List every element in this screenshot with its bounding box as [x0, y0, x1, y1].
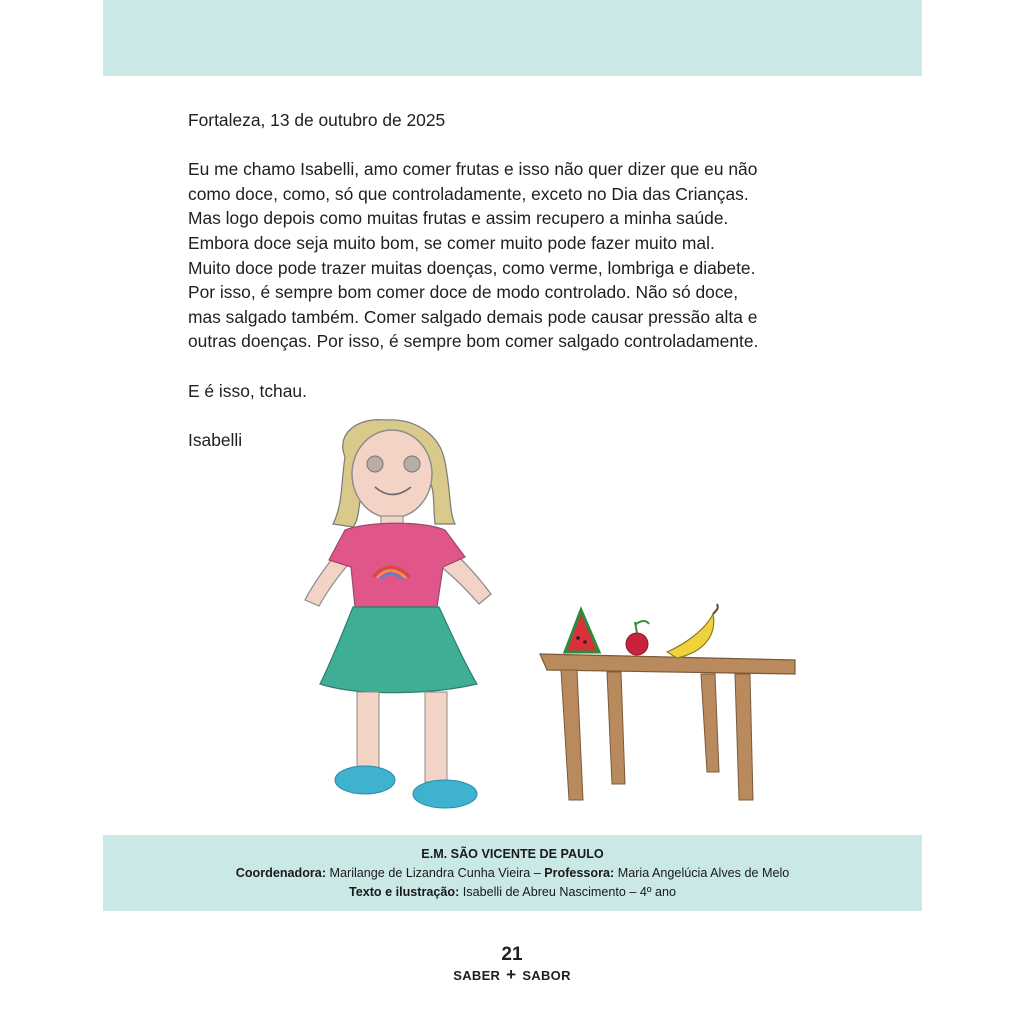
author-line — [103, 883, 922, 902]
bananas — [667, 614, 714, 658]
letter-line: Eu me chamo Isabelli, amo comer frutas e isso não quer dizer que eu não — [188, 159, 758, 180]
apple — [626, 633, 648, 655]
page-footer — [0, 944, 1024, 985]
text-illustration-label: Texto e ilustração: — [348, 885, 460, 899]
table-leg — [607, 672, 625, 784]
coordinator-label: Coordenadora: — [235, 866, 327, 880]
table-leg — [701, 674, 719, 772]
letter-closing: E é isso, tchau. — [188, 380, 307, 401]
brand-right: SABOR — [522, 968, 571, 983]
letter-line: Mas logo depois como muitas frutas e assim recupero a minha saúde. — [188, 208, 729, 229]
staff-line — [103, 864, 922, 883]
letter-line: Embora doce seja muito bom, se comer muito pode fazer muito mal. — [188, 232, 715, 253]
table-leg — [735, 674, 753, 800]
left-leg — [357, 692, 379, 772]
separator: – — [533, 866, 541, 880]
coordinator-name: Marilange de Lizandra Cunha Vieira — [329, 866, 531, 880]
brand-left: SABER — [453, 968, 501, 983]
letter-line: Por isso, é sempre bom comer doce de modo controlado. Não só doce, — [188, 282, 739, 303]
publication-brand — [0, 966, 1024, 985]
face — [352, 430, 432, 518]
watermelon-slice — [565, 610, 599, 652]
school-name: E.M. SÃO VICENTE DE PAULO — [421, 847, 604, 861]
page-number: 21 — [501, 944, 523, 965]
credits-band — [103, 835, 922, 911]
letter-line: Muito doce pode trazer muitas doenças, como verme, lombriga e diabete. — [188, 257, 756, 278]
child-drawing-illustration — [265, 412, 825, 832]
letter-line: mas salgado também. Comer salgado demais pode causar pressão alta e — [188, 306, 758, 327]
header-band — [103, 0, 922, 76]
teacher-label: Professora: — [544, 866, 615, 880]
letter — [188, 108, 848, 452]
girl-figure — [305, 420, 491, 808]
letter-line: como doce, como, só que controladamente, exceto no Dia das Crianças. — [188, 183, 749, 204]
letter-body — [188, 157, 848, 354]
author-name: Isabelli de Abreu Nascimento – 4º ano — [462, 885, 677, 899]
right-leg — [425, 692, 447, 782]
left-shoe — [335, 766, 395, 794]
letter-signature: Isabelli — [188, 429, 243, 450]
skirt — [320, 607, 477, 693]
fruit-table — [540, 604, 795, 800]
shirt — [329, 523, 465, 607]
teacher-name: Maria Angelúcia Alves de Melo — [617, 866, 790, 880]
right-shoe — [413, 780, 477, 808]
table-leg — [561, 670, 583, 800]
right-eye — [404, 456, 420, 472]
left-eye — [367, 456, 383, 472]
brand-plus: + — [506, 965, 517, 984]
letter-line: outras doenças. Por isso, é sempre bom comer salgado controladamente. — [188, 331, 759, 352]
letter-date: Fortaleza, 13 de outubro de 2025 — [188, 110, 446, 130]
table-top — [540, 654, 795, 674]
